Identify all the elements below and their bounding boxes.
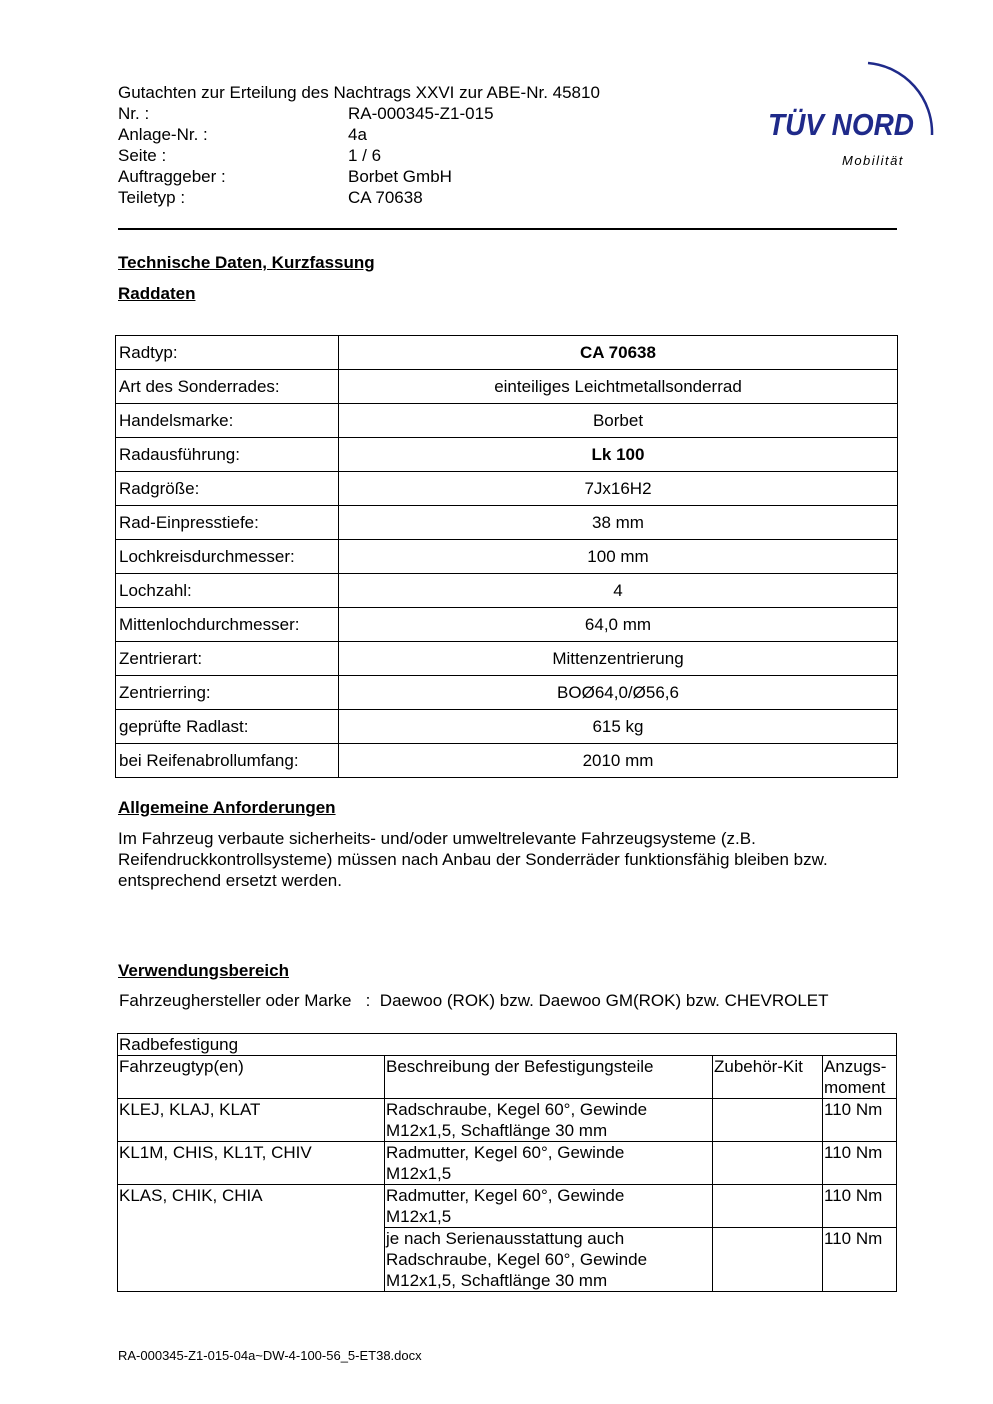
row-label: Lochkreisdurchmesser:: [116, 540, 339, 574]
desc-line: Radmutter, Kegel 60°, Gewinde: [386, 1186, 625, 1205]
column-header: Fahrzeugtyp(en): [118, 1056, 385, 1099]
table-row: [118, 1099, 897, 1142]
header-value: CA 70638: [348, 188, 423, 207]
section-subheading-raddaten: Raddaten: [118, 284, 196, 303]
header-rule: [118, 228, 897, 230]
section-heading-technische-daten: Technische Daten, Kurzfassung: [118, 253, 375, 272]
tuv-nord-logo: [760, 55, 945, 175]
table-row: [116, 370, 898, 404]
row-label: Rad-Einpresstiefe:: [116, 506, 339, 540]
cell-anzugsmoment: 110 Nm: [823, 1099, 897, 1142]
section-heading-verwendungsbereich: Verwendungsbereich: [118, 961, 289, 980]
desc-line: je nach Serienausstattung auch: [386, 1229, 625, 1248]
cell-beschreibung: [385, 1185, 713, 1228]
paragraph-line: Im Fahrzeug verbaute sicherheits- und/oder umweltrelevante Fahrzeugsysteme (z.B.: [118, 829, 756, 848]
row-value: 100 mm: [339, 540, 898, 574]
logo-sub: Mobilität: [842, 153, 904, 168]
row-label: Handelsmarke:: [116, 404, 339, 438]
header-label: Nr. :: [118, 104, 150, 123]
row-label: Radtyp:: [116, 336, 339, 370]
cell-beschreibung: [385, 1142, 713, 1185]
desc-line: M12x1,5: [386, 1164, 452, 1183]
table-row: [116, 642, 898, 676]
header-label: Seite :: [118, 146, 167, 165]
table-caption: Radbefestigung: [118, 1034, 897, 1056]
cell-anzugsmoment: 110 Nm: [823, 1228, 897, 1292]
table-row: [116, 676, 898, 710]
row-value: 4: [339, 574, 898, 608]
hersteller-value: Daewoo (ROK) bzw. Daewoo GM(ROK) bzw. CHEVROLET: [379, 991, 829, 1010]
row-label: bei Reifenabrollumfang:: [116, 744, 339, 778]
header-row-seite: [118, 145, 600, 166]
header-label: Teiletyp :: [118, 188, 186, 207]
row-label: Zentrierring:: [116, 676, 339, 710]
header-row-teiletyp: [118, 187, 600, 208]
cell-anzugsmoment: 110 Nm: [823, 1185, 897, 1228]
cell-zubehoer-kit: [713, 1099, 823, 1142]
header-row-nr: [118, 103, 600, 124]
cell-beschreibung: [385, 1099, 713, 1142]
row-label: Zentrierart:: [116, 642, 339, 676]
desc-line: M12x1,5: [386, 1207, 452, 1226]
header-value: 4a: [348, 125, 367, 144]
table-row: [116, 472, 898, 506]
row-value: 2010 mm: [339, 744, 898, 778]
cell-zubehoer-kit: [713, 1142, 823, 1185]
header-label: Auftraggeber :: [118, 167, 226, 186]
document-header: [118, 82, 600, 208]
table-row: [116, 506, 898, 540]
desc-line: Radmutter, Kegel 60°, Gewinde: [386, 1143, 625, 1162]
table-row: [116, 574, 898, 608]
column-header: Beschreibung der Befestigungsteile: [385, 1056, 713, 1099]
cell-zubehoer-kit: [713, 1185, 823, 1228]
row-value: 615 kg: [339, 710, 898, 744]
cell-anzugsmoment: 110 Nm: [823, 1142, 897, 1185]
document-title: Gutachten zur Erteilung des Nachtrags XXVI zur ABE-Nr. 45810: [118, 83, 600, 102]
table-caption-row: [118, 1034, 897, 1056]
row-value: 64,0 mm: [339, 608, 898, 642]
anforderungen-paragraph: [118, 828, 908, 891]
header-line: Anzugs-: [824, 1057, 887, 1076]
row-value: einteiliges Leichtmetallsonderrad: [339, 370, 898, 404]
table-row: [116, 336, 898, 370]
row-label: Mittenlochdurchmesser:: [116, 608, 339, 642]
column-header-anzugsmoment: [823, 1056, 897, 1099]
header-row-auftraggeber: [118, 166, 600, 187]
cell-fahrzeugtyp: KL1M, CHIS, KL1T, CHIV: [118, 1142, 385, 1185]
radbefestigung-table: [117, 1033, 897, 1292]
row-value: Lk 100: [339, 438, 898, 472]
header-label: Anlage-Nr. :: [118, 125, 208, 144]
row-value: 7Jx16H2: [339, 472, 898, 506]
header-value: RA-000345-Z1-015: [348, 104, 494, 123]
hersteller-label: Fahrzeughersteller oder Marke :: [119, 991, 371, 1010]
row-value: Borbet: [339, 404, 898, 438]
row-label: Lochzahl:: [116, 574, 339, 608]
desc-line: Radschraube, Kegel 60°, Gewinde: [386, 1250, 648, 1269]
table-row: [116, 438, 898, 472]
desc-line: Radschraube, Kegel 60°, Gewinde: [386, 1100, 648, 1119]
cell-beschreibung: [385, 1228, 713, 1292]
table-row: [116, 710, 898, 744]
hersteller-line: [119, 991, 829, 1011]
header-line: moment: [824, 1078, 886, 1097]
desc-line: M12x1,5, Schaftlänge 30 mm: [386, 1271, 608, 1290]
table-row: [118, 1185, 897, 1228]
table-row: [116, 608, 898, 642]
logo-brand: TÜV NORD: [768, 107, 914, 142]
desc-line: M12x1,5, Schaftlänge 30 mm: [386, 1121, 608, 1140]
table-row: [116, 744, 898, 778]
cell-fahrzeugtyp: KLEJ, KLAJ, KLAT: [118, 1099, 385, 1142]
row-value: Mittenzentrierung: [339, 642, 898, 676]
row-label: Art des Sonderrades:: [116, 370, 339, 404]
row-value: CA 70638: [339, 336, 898, 370]
header-value: 1 / 6: [348, 146, 382, 165]
paragraph-line: Reifendruckkontrollsysteme) müssen nach Anbau der Sonderräder funktionsfähig bleiben bzw.: [118, 850, 828, 869]
table-row: [116, 404, 898, 438]
header-value: Borbet GmbH: [348, 167, 452, 186]
row-label: Radgröße:: [116, 472, 339, 506]
cell-zubehoer-kit: [713, 1228, 823, 1292]
table-row: [118, 1142, 897, 1185]
paragraph-line: entsprechend ersetzt werden.: [118, 871, 342, 890]
cell-fahrzeugtyp: KLAS, CHIK, CHIA: [118, 1185, 385, 1292]
header-row-anlage: [118, 124, 600, 145]
row-label: geprüfte Radlast:: [116, 710, 339, 744]
table-row: [116, 540, 898, 574]
row-label: Radausführung:: [116, 438, 339, 472]
row-value: BOØ64,0/Ø56,6: [339, 676, 898, 710]
footer-filename: RA-000345-Z1-015-04a~DW-4-100-56_5-ET38.docx: [118, 1348, 422, 1363]
section-heading-anforderungen: Allgemeine Anforderungen: [118, 798, 336, 817]
raddaten-table: [115, 335, 898, 778]
column-header: Zubehör-Kit: [713, 1056, 823, 1099]
table-header-row: [118, 1056, 897, 1099]
row-value: 38 mm: [339, 506, 898, 540]
